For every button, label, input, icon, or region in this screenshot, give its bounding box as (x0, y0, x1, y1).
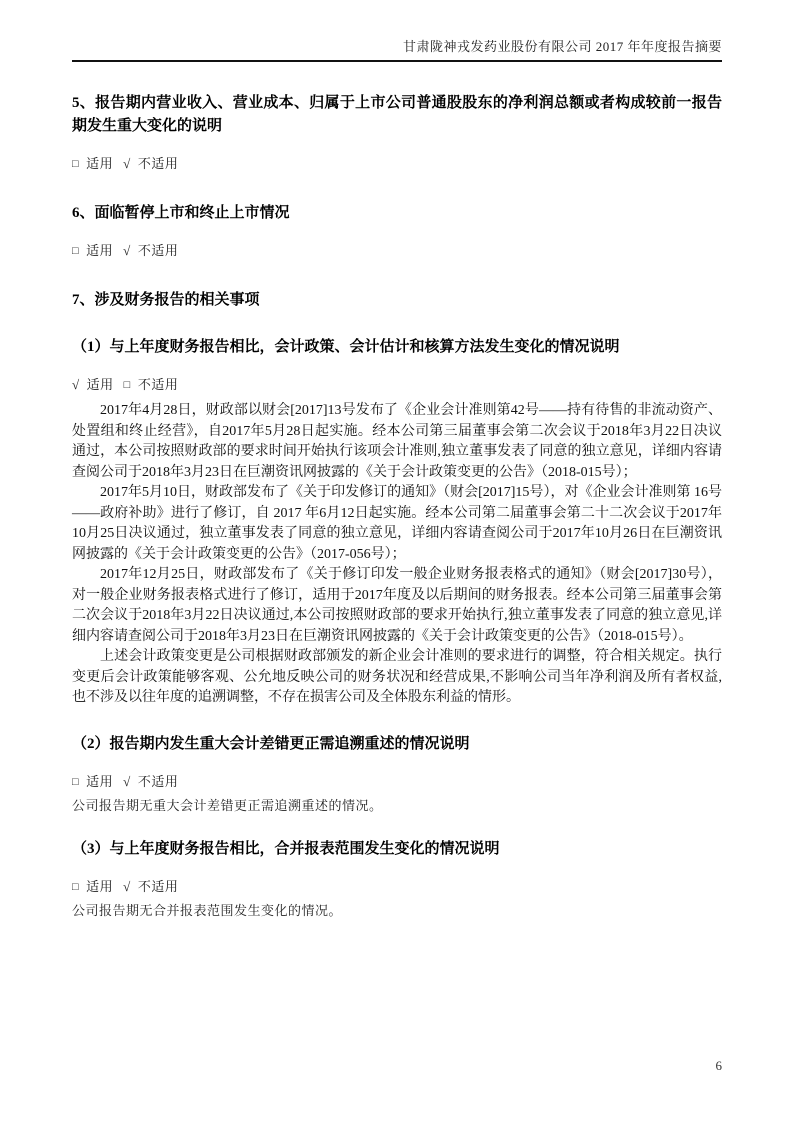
not-applicable-label: 不适用 (137, 377, 179, 392)
applicable-label: 适用 (86, 243, 114, 258)
paragraph: 2017年4月28日，财政部以财会[2017]13号发布了《企业会计准则第42号——持有待售的非流动资产、处置组和终止经营》，自2017年5月28日起实施。经本公司第三届董事会第二次会议于2018年3月22日决议通过，本公司按照财政部的要求时间开始执行该项会计准则,独立董事发表了同意的独立意见，详细内容请查阅公司于2018年3月23日在巨潮资讯网披露的《关于会计政策变更的公告》（2018-015号）； (72, 403, 722, 480)
applicable-label: 适用 (86, 878, 114, 894)
checkbox-icon: □ (72, 880, 80, 893)
section-6-applicability-line (72, 240, 722, 259)
applicable-label: 适用 (86, 377, 114, 392)
check-icon: √ (123, 773, 131, 789)
not-applicable-label: 不适用 (137, 243, 179, 258)
checkbox-icon: □ (72, 775, 80, 788)
page-number: 6 (715, 1058, 722, 1073)
subsection-3-heading: （3）与上年度财务报告相比，合并报表范围发生变化的情况说明 (72, 840, 500, 857)
check-icon: √ (123, 156, 131, 171)
header-title: 甘肃陇神戎发药业股份有限公司 2017 年年度报告摘要 (402, 39, 722, 54)
header-divider (72, 60, 722, 62)
subsection-1-applicability-line (72, 374, 722, 393)
paragraph: 2017年5月10日，财政部发布了《关于印发修订的通知》（财会[2017]15号），对《企业会计准则第 16号——政府补助》进行了修订，自 2017 年6月12日起实施。经本公司第二届董事会第二十二次会议于2017年10月25日决议通过，独立董事发表了同意的独立意见，详细内容请查阅公司于2017年10月26日在巨潮资讯网披露的《关于会计政策变更的公告》（2017-056号）； (72, 485, 722, 562)
section-5-heading: 5、报告期内营业收入、营业成本、归属于上市公司普通股股东的净利润总额或者构成较前一报告期发生重大变化的说明 (72, 95, 722, 134)
applicable-label: 适用 (86, 773, 114, 789)
subsection-1-heading: （1）与上年度财务报告相比，会计政策、会计估计和核算方法发生变化的情况说明 (72, 339, 620, 355)
section-6-heading: 6、面临暂停上市和终止上市情况 (72, 205, 290, 221)
check-icon: √ (123, 243, 131, 258)
applicable-label: 适用 (86, 156, 114, 171)
checkbox-icon: □ (72, 158, 80, 170)
check-icon: √ (123, 878, 131, 894)
not-applicable-label: 不适用 (137, 773, 179, 789)
subsection-1-body (72, 401, 722, 709)
section-7-heading: 7、涉及财务报告的相关事项 (72, 292, 260, 308)
checkbox-icon: □ (72, 245, 80, 257)
subsection-2-note: 公司报告期无重大会计差错更正需追溯重述的情况。 (72, 797, 383, 813)
subsection-3-applicability-line (72, 876, 722, 895)
checkbox-icon: □ (123, 379, 131, 391)
section-5-applicability-line (72, 153, 722, 172)
subsection-2-applicability-line (72, 771, 722, 790)
paragraph: 2017年12月25日，财政部发布了《关于修订印发一般企业财务报表格式的通知》（财会[2017]30号），对一般企业财务报表格式进行了修订，适用于2017年度及以后期间的财务报表。经本公司第三届董事会第二次会议于2018年3月22日决议通过,本公司按照财政部的要求开始执行,独立董事发表了同意的独立意见,详细内容请查阅公司于2018年3月23日在巨潮资讯网披露的《关于会计政策变更的公告》（2018-015号）。 (72, 567, 722, 644)
paragraph: 上述会计政策变更是公司根据财政部颁发的新企业会计准则的要求进行的调整，符合相关规定。执行变更后会计政策能够客观、公允地反映公司的财务状况和经营成果,不影响公司当年净利润及所有者权益,也不涉及以往年度的追溯调整，不存在损害公司及全体股东利益的情形。 (72, 649, 722, 705)
subsection-2-heading: （2）报告期内发生重大会计差错更正需追溯重述的情况说明 (72, 735, 470, 752)
subsection-3-note: 公司报告期无合并报表范围发生变化的情况。 (72, 902, 343, 918)
check-icon: √ (72, 377, 80, 392)
not-applicable-label: 不适用 (137, 878, 179, 894)
page-header (72, 36, 722, 60)
not-applicable-label: 不适用 (137, 156, 179, 171)
